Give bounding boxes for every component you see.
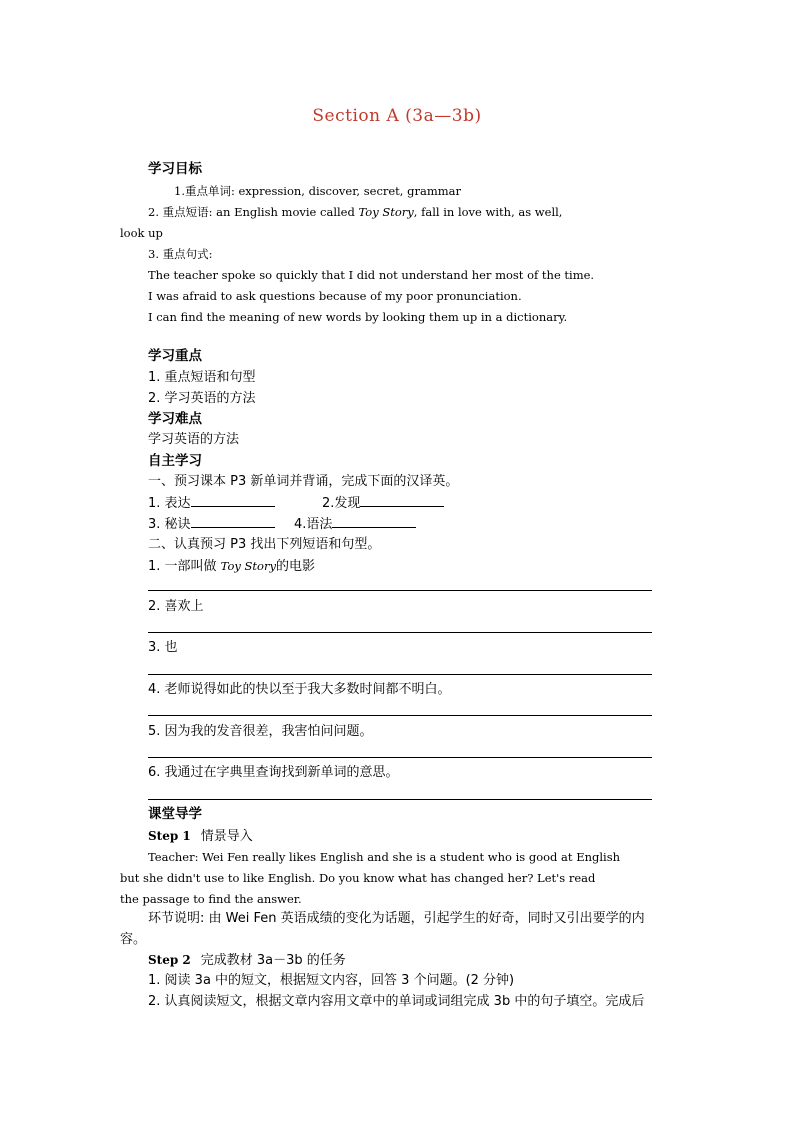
word-label-2: 2.发现 bbox=[322, 496, 361, 511]
objectives-sentence-2: I was afraid to ask questions because of my poor pronunciation. bbox=[148, 289, 522, 303]
objectives-heading: 学习目标 bbox=[148, 161, 202, 177]
key-points-item-1: 1. 重点短语和句型 bbox=[148, 370, 256, 385]
word-blank-4[interactable] bbox=[332, 515, 416, 528]
word-item-1 bbox=[148, 494, 275, 513]
word-label-3: 3. 秘诀 bbox=[148, 517, 191, 532]
word-blank-3[interactable] bbox=[191, 515, 275, 528]
word-item-4 bbox=[294, 515, 416, 534]
question-2: 2. 喜欢上 bbox=[148, 599, 204, 614]
word-label-1: 1. 表达 bbox=[148, 496, 191, 511]
answer-line-1[interactable] bbox=[148, 590, 652, 591]
question-4: 4. 老师说得如此的快以至于我大多数时间都不明白。 bbox=[148, 682, 451, 697]
question-1-italic: Toy Story bbox=[220, 559, 276, 573]
answer-line-5[interactable] bbox=[148, 757, 652, 758]
key-points-heading: 学习重点 bbox=[148, 348, 202, 364]
question-1 bbox=[148, 557, 315, 576]
question-5: 5. 因为我的发音很差，我害怕问问题。 bbox=[148, 724, 373, 739]
step-1-label: Step 1 bbox=[148, 829, 191, 843]
teacher-line-3: the passage to find the answer. bbox=[120, 892, 302, 906]
objectives-phrases-wrap: look up bbox=[120, 226, 163, 240]
objectives-sentence-1: The teacher spoke so quickly that I did not understand her most of the time. bbox=[148, 268, 595, 282]
difficulties-heading: 学习难点 bbox=[148, 411, 202, 427]
self-study-part-2: 二、认真预习 P3 找出下列短语和句型。 bbox=[148, 537, 381, 552]
step-1-title: 情景导入 bbox=[200, 829, 253, 844]
word-blank-1[interactable] bbox=[191, 494, 275, 507]
task-2: 2. 认真阅读短文，根据文章内容用文章中的单词或词组完成 3b 中的句子填空。完成后 bbox=[148, 994, 645, 1009]
objectives-sentence-3: I can find the meaning of new words by looking them up in a dictionary. bbox=[148, 310, 568, 324]
question-1-prefix: 1. 一部叫做 bbox=[148, 559, 221, 574]
step-2-label: Step 2 bbox=[148, 953, 191, 967]
objectives-sentences-label: 3. 重点句式: bbox=[148, 247, 213, 261]
note-line-1: 环节说明: 由 Wei Fen 英语成绩的变化为话题，引起学生的好奇，同时又引出要学的内 bbox=[148, 911, 645, 926]
word-blank-2[interactable] bbox=[360, 494, 444, 507]
answer-line-4[interactable] bbox=[148, 715, 652, 716]
task-1: 1. 阅读 3a 中的短文，根据短文内容，回答 3 个问题。(2 分钟) bbox=[148, 973, 515, 988]
class-guide-heading: 课堂导学 bbox=[148, 806, 202, 822]
word-item-2 bbox=[322, 494, 444, 513]
difficulties-item-1: 学习英语的方法 bbox=[148, 432, 240, 447]
key-points-item-2: 2. 学习英语的方法 bbox=[148, 391, 256, 406]
step-1 bbox=[148, 827, 253, 846]
self-study-heading: 自主学习 bbox=[148, 453, 202, 469]
question-6: 6. 我通过在字典里查询找到新单词的意思。 bbox=[148, 765, 399, 780]
objectives-vocab: 1.重点单词: expression, discover, secret, grammar bbox=[174, 184, 461, 198]
page-title: Section A (3a—3b) bbox=[312, 106, 482, 126]
question-1-suffix: 的电影 bbox=[275, 559, 315, 574]
answer-line-3[interactable] bbox=[148, 674, 652, 675]
answer-line-6[interactable] bbox=[148, 799, 652, 800]
teacher-line-1: Teacher: Wei Fen really likes English and she is a student who is good at English bbox=[148, 850, 621, 864]
step-2-title: 完成教材 3a－3b 的任务 bbox=[200, 953, 346, 968]
word-item-3 bbox=[148, 515, 275, 534]
note-line-2: 容。 bbox=[120, 932, 147, 947]
self-study-part-1: 一、预习课本 P3 新单词并背诵，完成下面的汉译英。 bbox=[148, 474, 459, 489]
step-2 bbox=[148, 951, 346, 970]
question-3: 3. 也 bbox=[148, 640, 178, 655]
teacher-line-2: but she didn't use to like English. Do you know what has changed her? Let's read bbox=[120, 871, 596, 885]
objectives-phrases-prefix: 2. 重点短语: an English movie called bbox=[148, 205, 359, 219]
objectives-phrases-italic: Toy Story bbox=[358, 205, 414, 219]
objectives-phrases-suffix: , fall in love with, as well, bbox=[413, 205, 563, 219]
objectives-phrases bbox=[148, 203, 562, 221]
word-label-4: 4.语法 bbox=[294, 517, 333, 532]
answer-line-2[interactable] bbox=[148, 632, 652, 633]
